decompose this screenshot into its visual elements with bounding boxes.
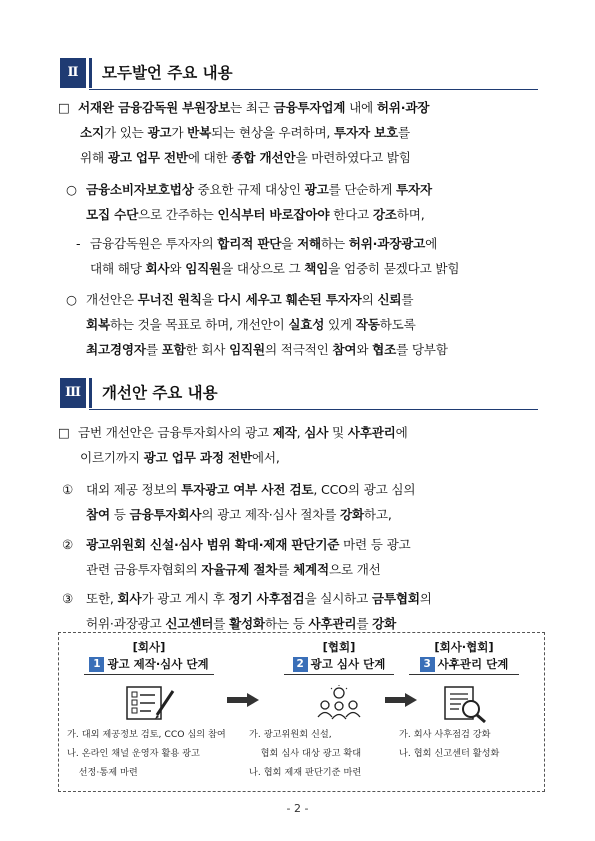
text: 위해 bbox=[80, 150, 108, 165]
bold-text: 금융투자회사 bbox=[129, 507, 202, 522]
text: 으로 개선 bbox=[328, 562, 381, 577]
text: 를 단순하게 bbox=[328, 182, 397, 197]
s2-p4-line-3 bbox=[86, 342, 448, 357]
text: 으로 간주하는 bbox=[138, 207, 218, 222]
s2-p3-line-2 bbox=[90, 261, 459, 276]
s2-paragraph-3 bbox=[58, 231, 548, 281]
bold-text: 체계적 bbox=[293, 562, 329, 577]
bold-text: 회사 bbox=[117, 591, 142, 606]
text: 를 bbox=[277, 562, 294, 577]
section-2-title: 모두발언 주요 내용 bbox=[102, 64, 233, 82]
checklist-icon bbox=[121, 685, 177, 721]
text: 을 엄중히 묻겠다고 밝힘 bbox=[328, 261, 460, 276]
text: 를 당부함 bbox=[396, 342, 448, 357]
bold-text: 광고 bbox=[304, 182, 329, 197]
step-1-detail: 선정·통제 마련 bbox=[67, 767, 138, 778]
section-3-header bbox=[60, 378, 538, 408]
bold-text: 투자자 보호 bbox=[334, 125, 399, 140]
bold-text: 작동 bbox=[355, 317, 380, 332]
text: 의 bbox=[419, 591, 432, 606]
text: 개선안은 bbox=[86, 292, 138, 307]
bold-text: 임직원 bbox=[185, 261, 222, 276]
step-1-owner: [회사] bbox=[132, 640, 166, 654]
s3-p2-line-1 bbox=[86, 482, 415, 497]
text: 의 광고 제작·심사 절차를 bbox=[201, 507, 340, 522]
section-2-number: Ⅱ bbox=[60, 58, 86, 88]
text: 를 bbox=[401, 292, 414, 307]
text: 와 bbox=[169, 261, 186, 276]
bold-text: 다시 세우고 훼손된 투자자 bbox=[217, 292, 362, 307]
s2-p4-line-1 bbox=[86, 292, 413, 307]
text: 한다고 bbox=[329, 207, 373, 222]
section-3-number: Ⅲ bbox=[60, 378, 86, 408]
bold-text: 신뢰 bbox=[377, 292, 402, 307]
step-3-detail: 가. 회사 사후점검 강화 bbox=[399, 729, 491, 740]
text: 중요한 규제 대상인 bbox=[193, 182, 305, 197]
step-2-name: 광고 심사 단계 bbox=[310, 657, 386, 671]
text: 관련 금융투자협회의 bbox=[86, 562, 202, 577]
bold-text: 회사 bbox=[145, 261, 170, 276]
s3-p2-line-2 bbox=[86, 507, 392, 522]
step-1-name: 광고 제작·심사 단계 bbox=[107, 657, 209, 671]
text: , CCO의 광고 심의 bbox=[313, 482, 416, 497]
circled-number-2: ② bbox=[62, 537, 74, 552]
bold-text: 참여 bbox=[332, 342, 357, 357]
bold-text: 광고 업무 전반 bbox=[107, 150, 188, 165]
step-3-details bbox=[399, 725, 499, 763]
text: 하는 등 bbox=[264, 616, 309, 631]
step-2-detail: 협회 심사 대상 광고 확대 bbox=[249, 748, 362, 759]
flow-step-3 bbox=[389, 639, 539, 675]
s2-p2-line-2 bbox=[86, 207, 425, 222]
committee-icon bbox=[311, 685, 367, 721]
step-underline bbox=[409, 674, 519, 675]
section-divider bbox=[89, 378, 92, 408]
text: 을 bbox=[201, 292, 218, 307]
text: 허위·과장광고 bbox=[86, 616, 166, 631]
s2-p1-line-1 bbox=[78, 100, 429, 115]
text: 하는 bbox=[321, 236, 349, 251]
circled-number-3: ③ bbox=[62, 591, 74, 606]
bold-text: 사후관리 bbox=[347, 425, 396, 440]
arrow-right-icon bbox=[227, 693, 259, 707]
bold-text: 금융소비자보호법상 bbox=[86, 182, 194, 197]
s2-p3-line-1 bbox=[90, 236, 437, 251]
bold-text: 합리적 판단 bbox=[217, 236, 282, 251]
text: 대외 제공 정보의 bbox=[86, 482, 182, 497]
step-1-badge: 1 bbox=[89, 657, 104, 672]
bold-text: 강조 bbox=[372, 207, 397, 222]
step-2-badge: 2 bbox=[293, 657, 308, 672]
text: 마련 등 광고 bbox=[339, 537, 411, 552]
step-2-detail: 가. 광고위원회 신설, bbox=[249, 729, 332, 740]
bold-text: 심사 bbox=[304, 425, 329, 440]
text: 와 bbox=[356, 342, 373, 357]
section-2-header bbox=[60, 58, 538, 88]
text: 에 대한 bbox=[187, 150, 232, 165]
bold-text: 포함 bbox=[161, 342, 186, 357]
s3-p4-line-2 bbox=[86, 616, 396, 631]
text: 한 회사 bbox=[185, 342, 230, 357]
circled-number-1: ① bbox=[62, 482, 74, 497]
text: 를 bbox=[356, 616, 373, 631]
bold-text: 강화 bbox=[339, 507, 364, 522]
text: 하며, bbox=[396, 207, 425, 222]
step-2-detail: 나. 협회 제재 판단기준 마련 bbox=[249, 767, 362, 778]
page-number: - 2 - bbox=[286, 802, 309, 815]
bold-text: 허위·과장 bbox=[376, 100, 430, 115]
text: 를 bbox=[398, 125, 410, 140]
step-1-detail: 가. 대외 제공정보 검토, CCO 심의 참여 bbox=[67, 729, 226, 740]
inspection-icon bbox=[437, 685, 493, 723]
bold-text: 허위·과장광고 bbox=[348, 236, 426, 251]
bold-text: 협조 bbox=[372, 342, 397, 357]
bold-text: 반복 bbox=[187, 125, 212, 140]
step-underline bbox=[84, 674, 214, 675]
bold-text: 강화 bbox=[372, 616, 397, 631]
s3-paragraph-2 bbox=[58, 477, 548, 527]
bold-text: 무너진 원칙 bbox=[137, 292, 202, 307]
s2-p1-line-3 bbox=[80, 150, 411, 165]
text: 및 bbox=[328, 425, 348, 440]
text: 을 bbox=[281, 236, 298, 251]
bold-text: 서재완 금융감독원 부원장보 bbox=[78, 100, 230, 115]
bold-text: 금융투자업계 bbox=[273, 100, 346, 115]
flow-step-1 bbox=[74, 639, 224, 675]
s3-p4-line-1 bbox=[86, 591, 432, 606]
s2-p2-line-1 bbox=[86, 182, 432, 197]
step-3-name: 사후관리 단계 bbox=[437, 657, 509, 671]
text: 이르기까지 bbox=[80, 450, 144, 465]
text: 의 적극적인 bbox=[264, 342, 333, 357]
text: 에 bbox=[395, 425, 408, 440]
bold-text: 실효성 bbox=[288, 317, 325, 332]
bold-text: 신고센터 bbox=[165, 616, 214, 631]
s3-p1-line-1 bbox=[78, 425, 408, 440]
s2-paragraph-1 bbox=[58, 95, 548, 170]
text: 등 bbox=[109, 507, 130, 522]
bold-text: 광고 업무 과정 전반 bbox=[143, 450, 252, 465]
text: 을 실시하고 bbox=[304, 591, 372, 606]
bold-text: 활성화 bbox=[229, 616, 265, 631]
bold-text: 투자자 bbox=[396, 182, 432, 197]
s3-paragraph-3 bbox=[58, 532, 548, 582]
text: 하도록 bbox=[379, 317, 416, 332]
section-divider bbox=[89, 58, 92, 88]
step-1-details bbox=[67, 725, 226, 782]
s3-p1-line-2 bbox=[80, 450, 280, 465]
square-bullet: □ bbox=[58, 425, 70, 440]
text: 를 bbox=[145, 342, 162, 357]
arrow-right-icon bbox=[385, 693, 417, 707]
text: 금융감독원은 투자자의 bbox=[90, 236, 218, 251]
step-3-detail: 나. 협회 신고센터 활성화 bbox=[399, 748, 500, 759]
bold-text: 종합 개선안 bbox=[231, 150, 296, 165]
text: 를 bbox=[213, 616, 230, 631]
circle-bullet: ○ bbox=[66, 182, 77, 197]
s3-paragraph-1 bbox=[58, 420, 548, 470]
bold-text: 인식부터 바로잡아야 bbox=[217, 207, 330, 222]
bold-text: 제작 bbox=[272, 425, 297, 440]
text: 있게 bbox=[324, 317, 356, 332]
circle-bullet: ○ bbox=[66, 292, 77, 307]
bold-text: 회복 bbox=[86, 317, 110, 332]
s3-p3-line-2 bbox=[86, 562, 381, 577]
bold-text: 정기 사후점검 bbox=[228, 591, 305, 606]
text: 가 있는 bbox=[103, 125, 148, 140]
text: 에 bbox=[425, 236, 438, 251]
text: 하고, bbox=[363, 507, 392, 522]
text: 되는 현상을 우려하며, bbox=[211, 125, 335, 140]
bold-text: 모집 수단 bbox=[86, 207, 139, 222]
section-underline bbox=[89, 409, 538, 410]
s2-paragraph-4 bbox=[58, 287, 548, 362]
text: 는 최근 bbox=[229, 100, 274, 115]
text: 대해 해당 bbox=[90, 261, 146, 276]
text: , bbox=[296, 425, 305, 440]
step-2-details bbox=[249, 725, 361, 782]
bold-text: 광고 bbox=[147, 125, 172, 140]
dash-bullet: - bbox=[76, 236, 81, 251]
text: 에서, bbox=[251, 450, 280, 465]
s3-p3-line-1 bbox=[86, 537, 411, 552]
step-3-owner: [회사·협회] bbox=[434, 640, 494, 654]
process-flow-box bbox=[58, 632, 545, 792]
bold-text: 자율규제 절차 bbox=[201, 562, 278, 577]
step-underline bbox=[284, 674, 394, 675]
bold-text: 금투협회 bbox=[371, 591, 420, 606]
bold-text: 참여 bbox=[86, 507, 110, 522]
s2-paragraph-2 bbox=[58, 177, 548, 227]
bold-text: 광고위원회 신설·심사 범위 확대·제재 판단기준 bbox=[86, 537, 340, 552]
step-2-owner: [협회] bbox=[322, 640, 356, 654]
s3-paragraph-4 bbox=[58, 586, 548, 636]
s2-p4-line-2 bbox=[86, 317, 416, 332]
text: 가 bbox=[171, 125, 188, 140]
section-underline bbox=[89, 89, 538, 90]
bold-text: 최고경영자 bbox=[86, 342, 146, 357]
bold-text: 투자광고 여부 사전 검토 bbox=[181, 482, 314, 497]
text: 내에 bbox=[345, 100, 377, 115]
text: 을 대상으로 그 bbox=[221, 261, 305, 276]
section-3-title: 개선안 주요 내용 bbox=[102, 384, 218, 402]
bold-text: 저해 bbox=[297, 236, 321, 251]
text: 을 마련하였다고 밝힘 bbox=[295, 150, 411, 165]
step-3-badge: 3 bbox=[420, 657, 435, 672]
bold-text: 소지 bbox=[80, 125, 104, 140]
text: 의 bbox=[361, 292, 378, 307]
step-1-detail: 나. 온라인 채널 운영자 활용 광고 bbox=[67, 748, 200, 759]
text: 또한, bbox=[86, 591, 118, 606]
bold-text: 임직원 bbox=[229, 342, 265, 357]
bold-text: 사후관리 bbox=[308, 616, 357, 631]
square-bullet: □ bbox=[58, 100, 70, 115]
bold-text: 책임 bbox=[304, 261, 329, 276]
s2-p1-line-2 bbox=[80, 125, 410, 140]
text: 가 광고 게시 후 bbox=[141, 591, 229, 606]
text: 하는 것을 목표로 하며, 개선안이 bbox=[109, 317, 289, 332]
text: 금번 개선안은 금융투자회사의 광고 bbox=[78, 425, 273, 440]
